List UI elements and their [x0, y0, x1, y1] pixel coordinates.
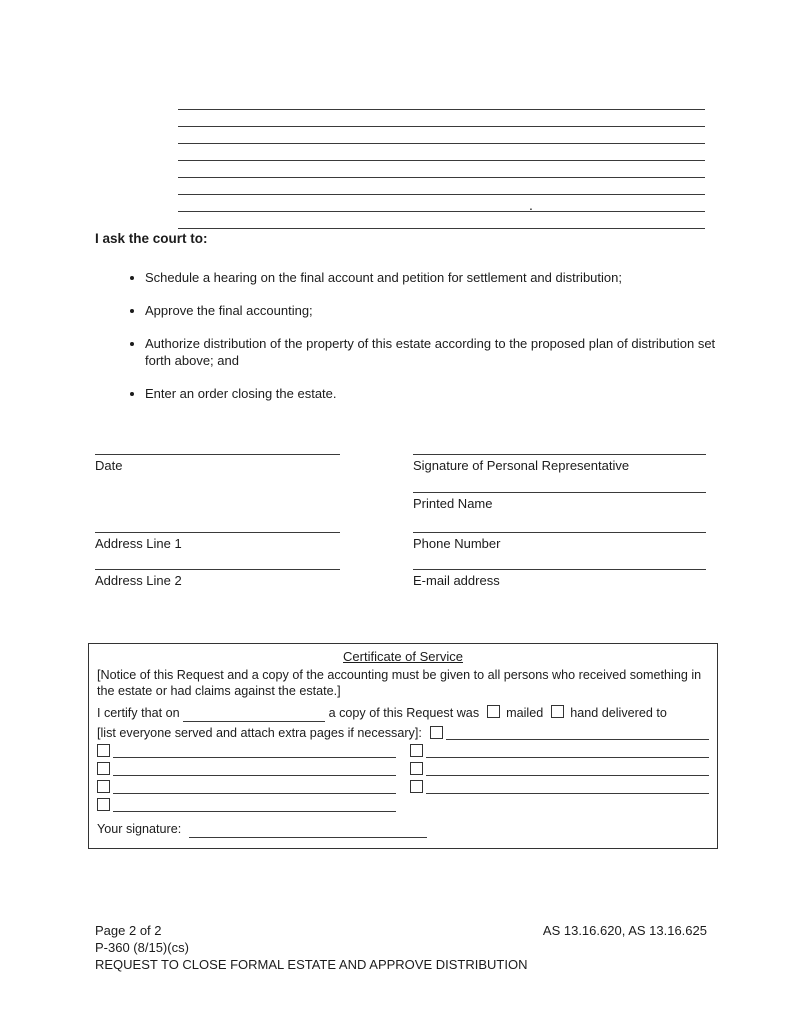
certificate-title: Certificate of Service: [343, 649, 463, 664]
mailed-checkbox[interactable]: [487, 705, 500, 718]
served-entry: [410, 780, 709, 794]
served-line[interactable]: [446, 726, 709, 740]
served-checkbox[interactable]: [97, 798, 110, 811]
date-label: Date: [95, 458, 123, 473]
served-entry: [97, 780, 396, 794]
hand-delivered-label: hand delivered to: [570, 706, 667, 720]
served-entry: [430, 726, 709, 740]
bullet-item: • Authorize distribution of the property of this estate according to the proposed plan of distribution set forth above; and: [145, 335, 720, 369]
ask-court-heading: I ask the court to:: [95, 231, 208, 246]
served-line[interactable]: [113, 762, 396, 776]
address-line-2-line[interactable]: [95, 559, 340, 570]
served-line[interactable]: [113, 780, 396, 794]
page-footer: [95, 922, 707, 973]
signature-label: Signature of Personal Representative: [413, 458, 630, 473]
signature-section: [95, 444, 706, 604]
served-checkbox[interactable]: [430, 726, 443, 739]
served-row: [97, 778, 709, 794]
fill-line[interactable]: [178, 93, 705, 110]
served-checkbox[interactable]: [410, 762, 423, 775]
served-row: [97, 742, 709, 758]
email-line[interactable]: [413, 559, 706, 570]
mailed-label: mailed: [506, 706, 544, 720]
served-entry: [410, 762, 709, 776]
your-signature-label: Your signature:: [97, 822, 182, 836]
served-line[interactable]: [426, 780, 709, 794]
form-number: P-360 (8/15)(cs): [95, 940, 189, 955]
served-line[interactable]: [113, 798, 396, 812]
served-checkbox[interactable]: [97, 762, 110, 775]
address-line-1-line[interactable]: [95, 522, 340, 533]
printed-name-label: Printed Name: [413, 496, 493, 511]
fill-line[interactable]: [178, 110, 705, 127]
bullet-item: • Enter an order closing the estate.: [145, 385, 720, 402]
served-row: [97, 796, 709, 812]
phone-number-label: Phone Number: [413, 536, 501, 551]
bullet-item: • Schedule a hearing on the final account and petition for settlement and distribution;: [145, 269, 720, 286]
fill-line[interactable]: [178, 161, 705, 178]
hand-delivered-checkbox[interactable]: [551, 705, 564, 718]
address-line-2-label: Address Line 2: [95, 573, 182, 588]
date-line[interactable]: [95, 444, 340, 455]
served-line[interactable]: [113, 744, 396, 758]
served-entry: [97, 798, 396, 812]
served-checkbox[interactable]: [410, 780, 423, 793]
top-blank-lines: [178, 93, 705, 229]
certificate-notice: [Notice of this Request and a copy of the accounting must be given to all persons who received something in the estate or had claims against the estate.]: [97, 668, 702, 698]
served-line[interactable]: [426, 744, 709, 758]
served-checkbox[interactable]: [410, 744, 423, 757]
form-title: REQUEST TO CLOSE FORMAL ESTATE AND APPROVE DISTRIBUTION: [95, 957, 528, 972]
page-number: Page 2 of 2: [95, 923, 162, 938]
bullet-item: • Approve the final accounting;: [145, 302, 720, 319]
certificate-of-service-box: [88, 643, 718, 849]
served-entry: [97, 744, 396, 758]
fill-line[interactable]: [178, 144, 705, 161]
certify-row: [97, 705, 709, 722]
email-label: E-mail address: [413, 573, 500, 588]
your-signature-row: [97, 821, 709, 838]
fill-line[interactable]: [178, 212, 705, 229]
served-list-note-row: [97, 724, 709, 740]
served-list-note: [list everyone served and attach extra pages if necessary]:: [97, 726, 422, 740]
fill-line[interactable]: [178, 195, 705, 212]
served-entry: [410, 744, 709, 758]
served-checkbox[interactable]: [97, 780, 110, 793]
printed-name-line[interactable]: [413, 482, 706, 493]
address-line-1-label: Address Line 1: [95, 536, 182, 551]
served-entry: [97, 762, 396, 776]
your-signature-line[interactable]: [189, 824, 427, 838]
statute-citations: AS 13.16.620, AS 13.16.625: [542, 923, 707, 938]
phone-number-line[interactable]: [413, 522, 706, 533]
fill-line[interactable]: [178, 127, 705, 144]
fill-line[interactable]: [178, 178, 705, 195]
certify-suffix: a copy of this Request was: [328, 706, 480, 720]
certify-prefix: I certify that on: [97, 706, 180, 720]
trailing-period: .: [529, 197, 533, 213]
served-line[interactable]: [426, 762, 709, 776]
ask-court-bullet-list: [119, 269, 720, 418]
served-checkbox[interactable]: [97, 744, 110, 757]
served-row: [97, 760, 709, 776]
signature-line[interactable]: [413, 444, 706, 455]
certify-date-line[interactable]: [183, 708, 325, 722]
